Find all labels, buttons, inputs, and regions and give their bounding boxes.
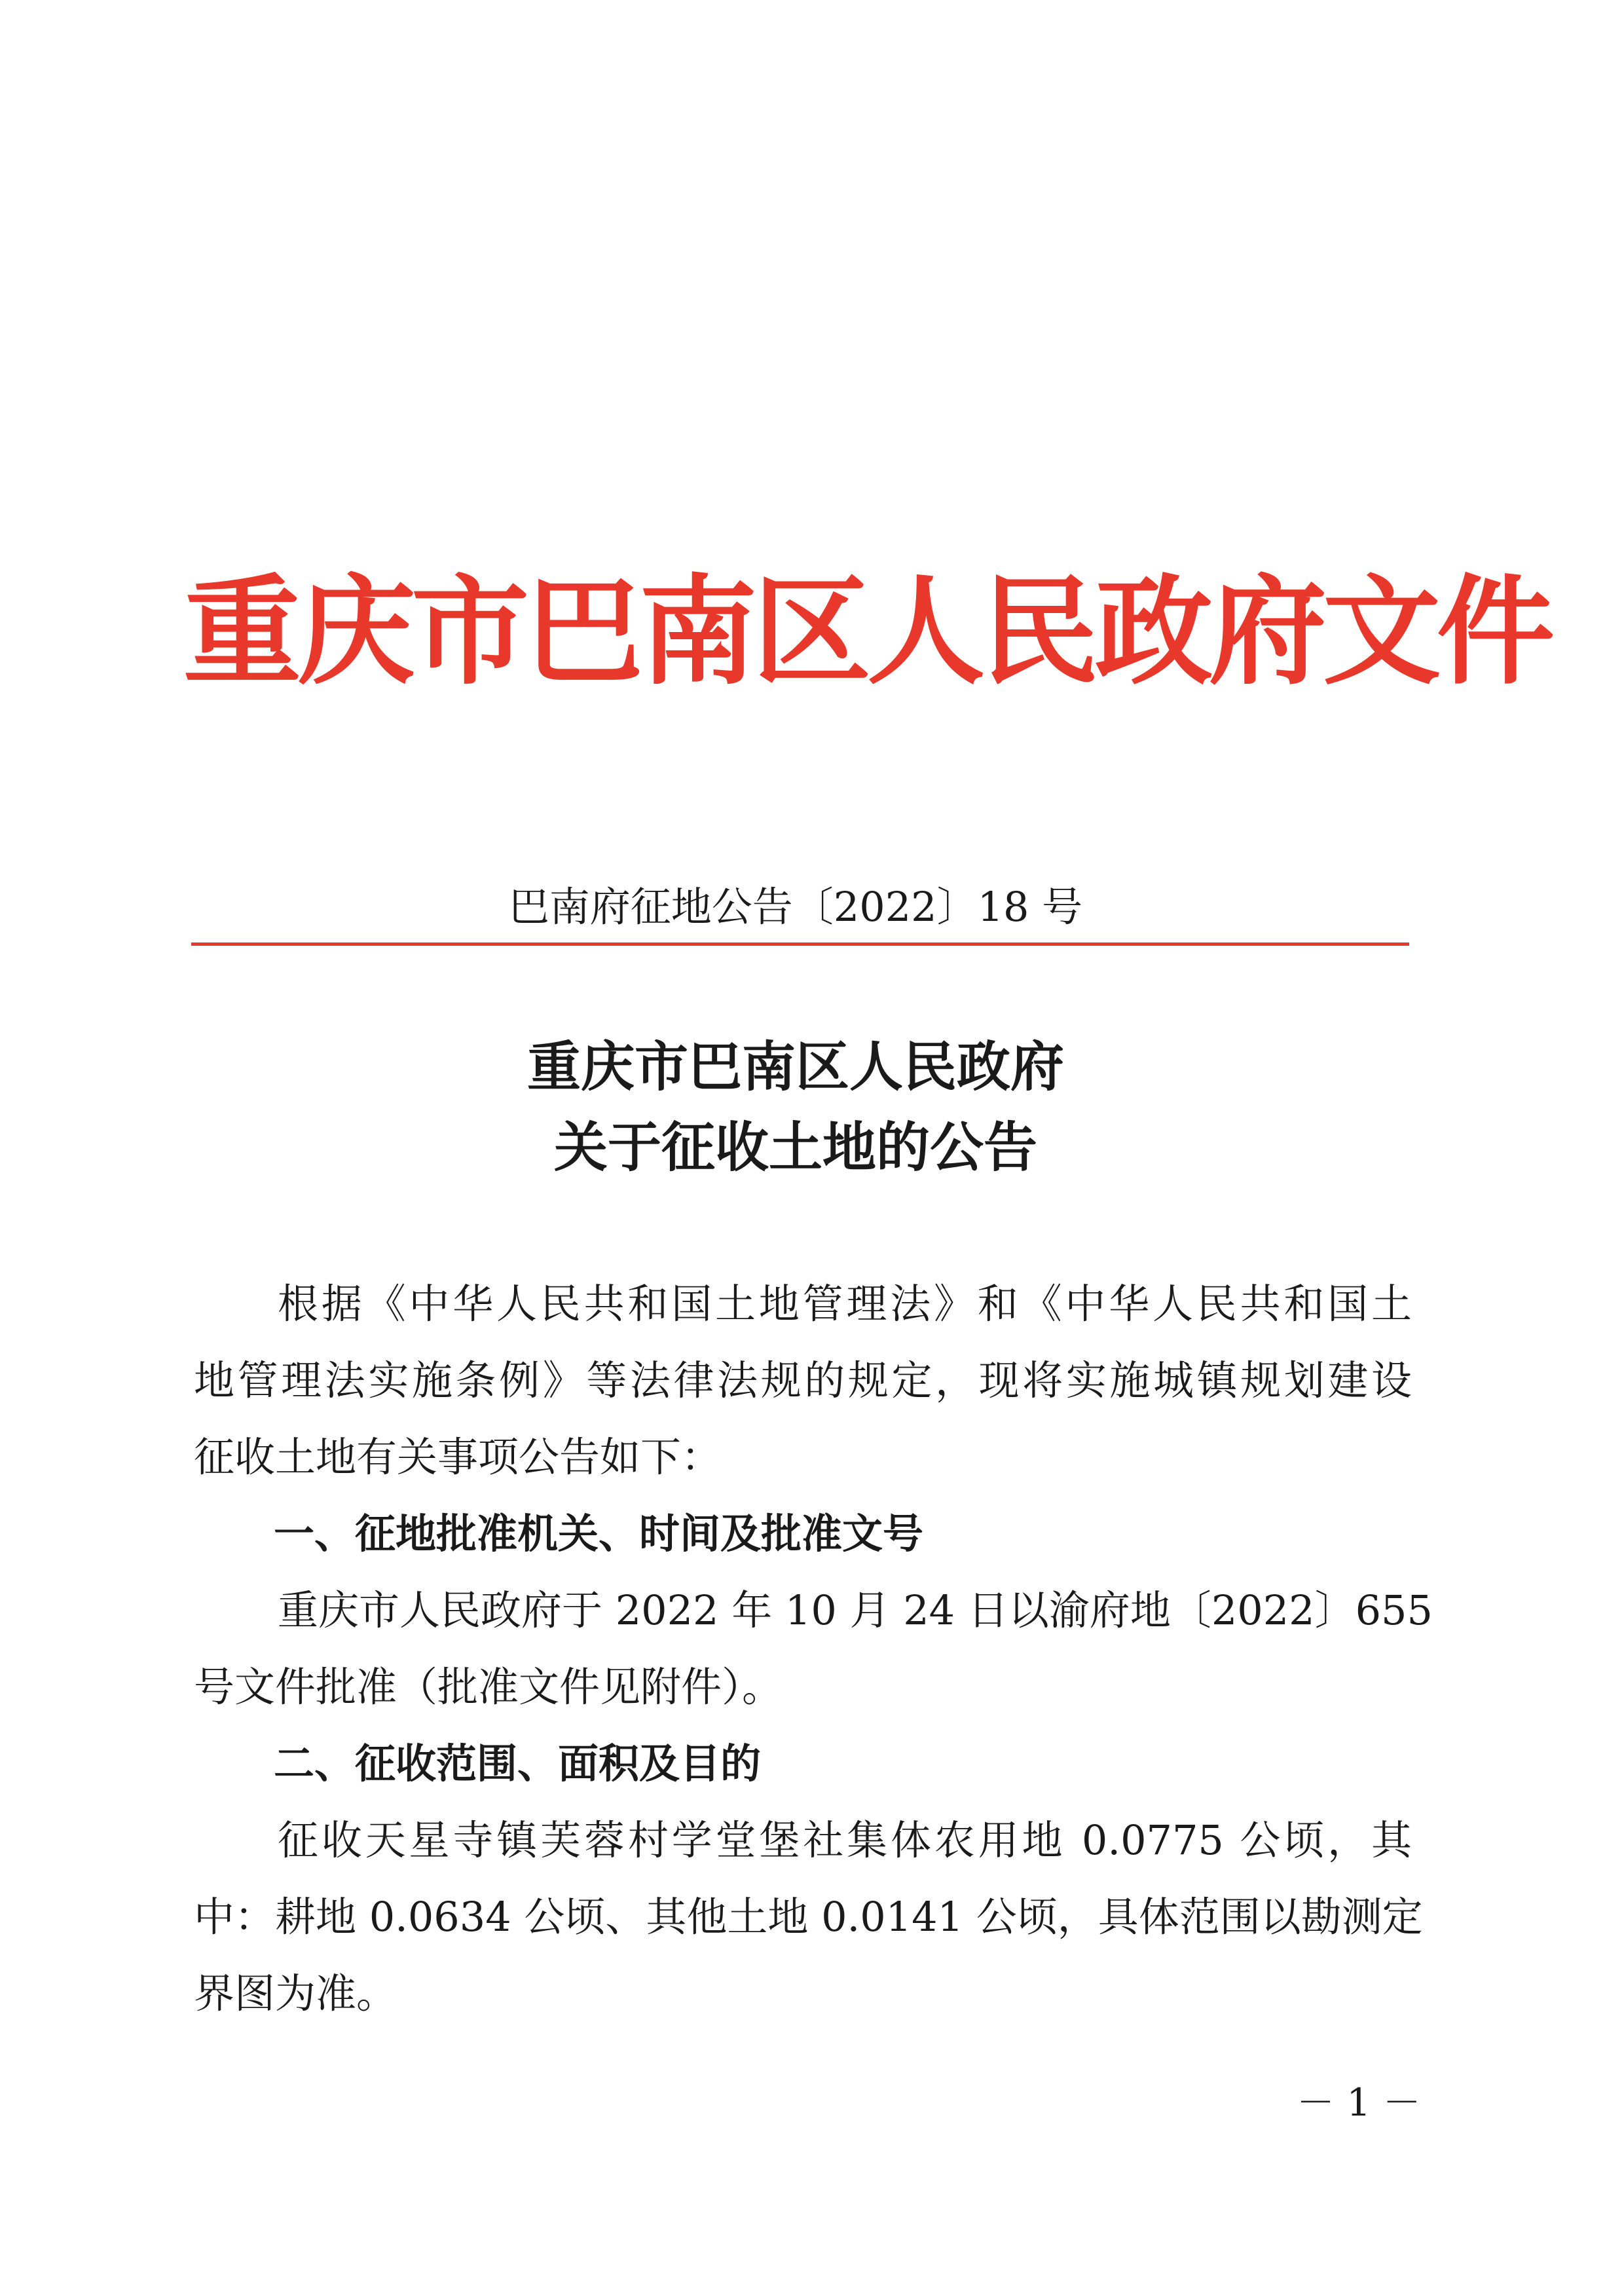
title-line-1: 重庆市巴南区人民政府 [526, 1036, 1064, 1098]
red-divider-line [191, 942, 1409, 946]
section-2-line-3: 界图为准。 [194, 1969, 397, 2017]
section-2-heading: 二、征收范围、面积及目的 [274, 1740, 762, 1787]
masthead: 重庆市巴南区人民政府文件 [183, 563, 1551, 701]
section-1-line-1: 重庆市人民政府于 2022 年 10 月 24 日以渝府地〔2022〕655 [278, 1586, 1433, 1634]
intro-line-2: 地管理法实施条例》等法律法规的规定，现将实施城镇规划建设 [194, 1356, 1412, 1404]
document-number: 巴南府征地公告〔2022〕18 号 [508, 883, 1083, 931]
section-2-line-2: 中：耕地 0.0634 公顷、其他土地 0.0141 公顷，具体范围以勘测定 [194, 1893, 1423, 1941]
intro-line-3: 征收土地有关事项公告如下： [194, 1433, 722, 1481]
section-2-line-1: 征收天星寺镇芙蓉村学堂堡社集体农用地 0.0775 公顷，其 [278, 1816, 1412, 1864]
title-line-2: 关于征收土地的公告 [553, 1117, 1037, 1179]
section-1-heading: 一、征地批准机关、时间及批准文号 [274, 1510, 924, 1558]
page-number: － 1 － [1297, 2080, 1421, 2125]
section-1-line-2: 号文件批准（批准文件见附件）。 [194, 1663, 783, 1711]
intro-line-1: 根据《中华人民共和国土地管理法》和《中华人民共和国土 [278, 1280, 1412, 1328]
